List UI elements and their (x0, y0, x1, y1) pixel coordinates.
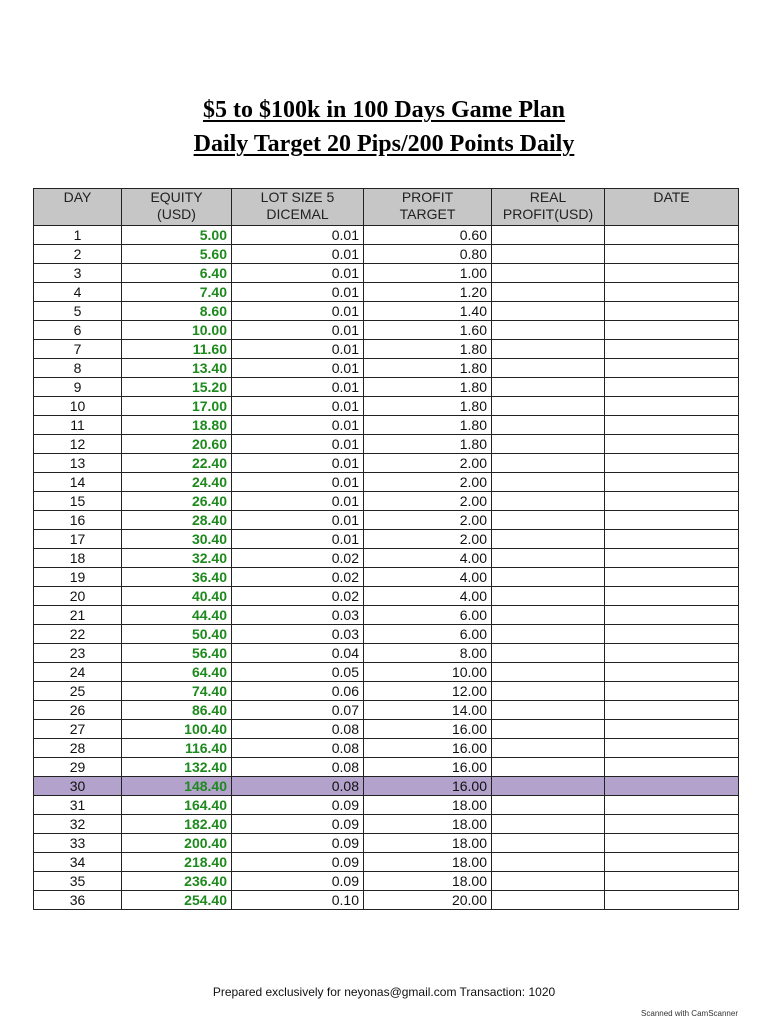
table-row (34, 454, 739, 473)
cell-day: 18 (34, 549, 122, 568)
cell-lot-size: 0.01 (232, 416, 364, 435)
cell-real-profit (492, 511, 605, 530)
cell-real-profit (492, 853, 605, 872)
col-header-equity-line2: (USD) (157, 206, 196, 222)
table-row (34, 834, 739, 853)
table-row (34, 758, 739, 777)
cell-equity: 10.00 (122, 321, 232, 340)
cell-date (605, 511, 739, 530)
cell-day: 11 (34, 416, 122, 435)
table-row (34, 226, 739, 245)
cell-profit-target: 1.20 (364, 283, 492, 302)
cell-date (605, 378, 739, 397)
table-row (34, 644, 739, 663)
cell-equity: 116.40 (122, 739, 232, 758)
col-header-profit-line2: TARGET (399, 206, 456, 222)
cell-date (605, 416, 739, 435)
cell-real-profit (492, 454, 605, 473)
cell-profit-target: 16.00 (364, 739, 492, 758)
cell-lot-size: 0.03 (232, 625, 364, 644)
cell-profit-target: 6.00 (364, 625, 492, 644)
cell-date (605, 872, 739, 891)
cell-lot-size: 0.01 (232, 454, 364, 473)
cell-date (605, 701, 739, 720)
col-header-lot-line1: LOT SIZE 5 (260, 189, 335, 205)
cell-lot-size: 0.04 (232, 644, 364, 663)
cell-day: 24 (34, 663, 122, 682)
cell-day: 1 (34, 226, 122, 245)
cell-profit-target: 18.00 (364, 872, 492, 891)
cell-day: 13 (34, 454, 122, 473)
cell-date (605, 682, 739, 701)
cell-lot-size: 0.08 (232, 777, 364, 796)
cell-day: 5 (34, 302, 122, 321)
cell-real-profit (492, 283, 605, 302)
cell-real-profit (492, 549, 605, 568)
cell-equity: 56.40 (122, 644, 232, 663)
cell-date (605, 473, 739, 492)
cell-real-profit (492, 568, 605, 587)
cell-profit-target: 1.00 (364, 264, 492, 283)
cell-date (605, 549, 739, 568)
cell-real-profit (492, 701, 605, 720)
cell-real-profit (492, 625, 605, 644)
cell-lot-size: 0.08 (232, 739, 364, 758)
cell-date (605, 226, 739, 245)
table-row (34, 511, 739, 530)
cell-equity: 11.60 (122, 340, 232, 359)
table-row (34, 302, 739, 321)
table-row (34, 739, 739, 758)
cell-lot-size: 0.01 (232, 435, 364, 454)
cell-equity: 22.40 (122, 454, 232, 473)
cell-equity: 64.40 (122, 663, 232, 682)
cell-lot-size: 0.08 (232, 720, 364, 739)
col-header-date-line1: DATE (653, 189, 690, 205)
cell-lot-size: 0.06 (232, 682, 364, 701)
cell-real-profit (492, 492, 605, 511)
cell-lot-size: 0.01 (232, 283, 364, 302)
cell-equity: 74.40 (122, 682, 232, 701)
cell-lot-size: 0.09 (232, 872, 364, 891)
col-header-real-line2: PROFIT(USD) (502, 206, 594, 222)
cell-day: 3 (34, 264, 122, 283)
cell-equity: 182.40 (122, 815, 232, 834)
col-header-equity-line1: EQUITY (150, 189, 203, 205)
table-row (34, 663, 739, 682)
cell-profit-target: 1.80 (364, 340, 492, 359)
cell-equity: 18.80 (122, 416, 232, 435)
cell-profit-target: 1.80 (364, 397, 492, 416)
cell-profit-target: 10.00 (364, 663, 492, 682)
cell-day: 29 (34, 758, 122, 777)
cell-date (605, 568, 739, 587)
cell-day: 33 (34, 834, 122, 853)
cell-profit-target: 18.00 (364, 796, 492, 815)
cell-day: 19 (34, 568, 122, 587)
cell-lot-size: 0.02 (232, 549, 364, 568)
cell-day: 34 (34, 853, 122, 872)
cell-day: 16 (34, 511, 122, 530)
cell-real-profit (492, 416, 605, 435)
cell-equity: 8.60 (122, 302, 232, 321)
cell-date (605, 663, 739, 682)
cell-equity: 236.40 (122, 872, 232, 891)
cell-date (605, 359, 739, 378)
cell-equity: 164.40 (122, 796, 232, 815)
cell-equity: 7.40 (122, 283, 232, 302)
cell-lot-size: 0.09 (232, 834, 364, 853)
table-row (34, 815, 739, 834)
cell-equity: 100.40 (122, 720, 232, 739)
table-row (34, 587, 739, 606)
cell-lot-size: 0.02 (232, 587, 364, 606)
cell-lot-size: 0.01 (232, 302, 364, 321)
cell-day: 23 (34, 644, 122, 663)
cell-profit-target: 16.00 (364, 720, 492, 739)
cell-profit-target: 2.00 (364, 473, 492, 492)
table-row (34, 549, 739, 568)
table-row (34, 530, 739, 549)
cell-lot-size: 0.01 (232, 397, 364, 416)
cell-profit-target: 1.80 (364, 359, 492, 378)
cell-day: 32 (34, 815, 122, 834)
table-header-row (34, 189, 739, 226)
cell-lot-size: 0.05 (232, 663, 364, 682)
col-header-lot-line2: DICEMAL (266, 206, 329, 222)
cell-date (605, 283, 739, 302)
cell-equity: 32.40 (122, 549, 232, 568)
cell-lot-size: 0.01 (232, 511, 364, 530)
cell-equity: 148.40 (122, 777, 232, 796)
cell-day: 28 (34, 739, 122, 758)
cell-real-profit (492, 359, 605, 378)
cell-day: 4 (34, 283, 122, 302)
cell-profit-target: 18.00 (364, 815, 492, 834)
cell-real-profit (492, 226, 605, 245)
cell-real-profit (492, 644, 605, 663)
cell-date (605, 397, 739, 416)
cell-lot-size: 0.01 (232, 340, 364, 359)
cell-equity: 15.20 (122, 378, 232, 397)
cell-date (605, 777, 739, 796)
cell-equity: 30.40 (122, 530, 232, 549)
table-row (34, 701, 739, 720)
cell-day: 26 (34, 701, 122, 720)
cell-equity: 26.40 (122, 492, 232, 511)
col-header-equity (122, 189, 232, 226)
cell-day: 30 (34, 777, 122, 796)
cell-profit-target: 14.00 (364, 701, 492, 720)
table-row (34, 283, 739, 302)
cell-equity: 218.40 (122, 853, 232, 872)
cell-profit-target: 1.80 (364, 416, 492, 435)
cell-profit-target: 6.00 (364, 606, 492, 625)
table-row (34, 435, 739, 454)
table-body (34, 226, 739, 910)
col-header-profit-line1: PROFIT (401, 189, 454, 205)
cell-real-profit (492, 682, 605, 701)
cell-date (605, 302, 739, 321)
cell-date (605, 340, 739, 359)
cell-profit-target: 20.00 (364, 891, 492, 910)
cell-profit-target: 4.00 (364, 587, 492, 606)
cell-lot-size: 0.03 (232, 606, 364, 625)
table-row (34, 321, 739, 340)
cell-real-profit (492, 891, 605, 910)
table-row (34, 473, 739, 492)
cell-lot-size: 0.01 (232, 321, 364, 340)
cell-date (605, 625, 739, 644)
cell-equity: 40.40 (122, 587, 232, 606)
col-header-profit-target (364, 189, 492, 226)
col-header-day-line1: DAY (63, 189, 92, 205)
table-row (34, 397, 739, 416)
cell-real-profit (492, 815, 605, 834)
cell-day: 31 (34, 796, 122, 815)
cell-real-profit (492, 739, 605, 758)
cell-lot-size: 0.09 (232, 853, 364, 872)
cell-real-profit (492, 321, 605, 340)
cell-profit-target: 18.00 (364, 834, 492, 853)
cell-real-profit (492, 758, 605, 777)
cell-profit-target: 0.60 (364, 226, 492, 245)
cell-profit-target: 2.00 (364, 454, 492, 473)
cell-equity: 50.40 (122, 625, 232, 644)
cell-date (605, 796, 739, 815)
game-plan-table (33, 188, 739, 910)
cell-lot-size: 0.02 (232, 568, 364, 587)
cell-profit-target: 12.00 (364, 682, 492, 701)
table-row (34, 606, 739, 625)
cell-date (605, 644, 739, 663)
scanner-stamp: Scanned with CamScanner (641, 1009, 738, 1018)
cell-real-profit (492, 587, 605, 606)
table-row (34, 682, 739, 701)
cell-lot-size: 0.01 (232, 245, 364, 264)
cell-lot-size: 0.01 (232, 264, 364, 283)
table-row (34, 853, 739, 872)
cell-lot-size: 0.10 (232, 891, 364, 910)
cell-equity: 5.00 (122, 226, 232, 245)
cell-date (605, 492, 739, 511)
cell-day: 6 (34, 321, 122, 340)
cell-profit-target: 2.00 (364, 511, 492, 530)
cell-profit-target: 4.00 (364, 549, 492, 568)
cell-equity: 24.40 (122, 473, 232, 492)
footer-note: Prepared exclusively for neyonas@gmail.com Transaction: 1020 (212, 985, 556, 999)
cell-lot-size: 0.01 (232, 378, 364, 397)
cell-date (605, 815, 739, 834)
cell-lot-size: 0.08 (232, 758, 364, 777)
cell-real-profit (492, 796, 605, 815)
cell-profit-target: 2.00 (364, 530, 492, 549)
table-row (34, 891, 739, 910)
cell-day: 14 (34, 473, 122, 492)
cell-date (605, 321, 739, 340)
cell-lot-size: 0.01 (232, 530, 364, 549)
cell-profit-target: 4.00 (364, 568, 492, 587)
page-subtitle: Daily Target 20 Pips/200 Points Daily (193, 131, 575, 157)
table-row (34, 416, 739, 435)
cell-real-profit (492, 245, 605, 264)
table-row (34, 264, 739, 283)
cell-day: 25 (34, 682, 122, 701)
cell-date (605, 454, 739, 473)
col-header-day (34, 189, 122, 226)
cell-date (605, 834, 739, 853)
table-row (34, 796, 739, 815)
table-row (34, 359, 739, 378)
col-header-real-line1: REAL (529, 189, 567, 205)
cell-real-profit (492, 720, 605, 739)
cell-profit-target: 1.80 (364, 378, 492, 397)
cell-real-profit (492, 663, 605, 682)
cell-real-profit (492, 473, 605, 492)
cell-real-profit (492, 397, 605, 416)
cell-profit-target: 0.80 (364, 245, 492, 264)
cell-profit-target: 16.00 (364, 758, 492, 777)
cell-equity: 200.40 (122, 834, 232, 853)
cell-date (605, 853, 739, 872)
cell-real-profit (492, 378, 605, 397)
table-row (34, 777, 739, 796)
cell-date (605, 245, 739, 264)
cell-equity: 36.40 (122, 568, 232, 587)
col-header-lot-size (232, 189, 364, 226)
cell-equity: 86.40 (122, 701, 232, 720)
cell-lot-size: 0.01 (232, 492, 364, 511)
cell-real-profit (492, 606, 605, 625)
table-row (34, 378, 739, 397)
table-row (34, 720, 739, 739)
cell-day: 20 (34, 587, 122, 606)
cell-profit-target: 18.00 (364, 853, 492, 872)
cell-day: 36 (34, 891, 122, 910)
cell-equity: 6.40 (122, 264, 232, 283)
cell-day: 7 (34, 340, 122, 359)
cell-real-profit (492, 834, 605, 853)
cell-equity: 132.40 (122, 758, 232, 777)
cell-day: 2 (34, 245, 122, 264)
cell-real-profit (492, 530, 605, 549)
cell-date (605, 530, 739, 549)
cell-day: 21 (34, 606, 122, 625)
cell-equity: 44.40 (122, 606, 232, 625)
table-row (34, 872, 739, 891)
cell-real-profit (492, 435, 605, 454)
cell-day: 35 (34, 872, 122, 891)
cell-date (605, 739, 739, 758)
cell-equity: 17.00 (122, 397, 232, 416)
cell-date (605, 435, 739, 454)
cell-day: 12 (34, 435, 122, 454)
cell-day: 10 (34, 397, 122, 416)
cell-lot-size: 0.01 (232, 473, 364, 492)
col-header-real-profit (492, 189, 605, 226)
cell-equity: 254.40 (122, 891, 232, 910)
cell-day: 8 (34, 359, 122, 378)
cell-profit-target: 1.40 (364, 302, 492, 321)
col-header-date (605, 189, 739, 226)
cell-date (605, 758, 739, 777)
cell-equity: 13.40 (122, 359, 232, 378)
cell-equity: 20.60 (122, 435, 232, 454)
cell-equity: 28.40 (122, 511, 232, 530)
cell-profit-target: 16.00 (364, 777, 492, 796)
cell-day: 9 (34, 378, 122, 397)
cell-date (605, 587, 739, 606)
cell-lot-size: 0.07 (232, 701, 364, 720)
cell-day: 17 (34, 530, 122, 549)
cell-real-profit (492, 777, 605, 796)
cell-real-profit (492, 872, 605, 891)
cell-day: 15 (34, 492, 122, 511)
cell-lot-size: 0.09 (232, 796, 364, 815)
table-row (34, 625, 739, 644)
table-row (34, 245, 739, 264)
cell-date (605, 720, 739, 739)
cell-date (605, 891, 739, 910)
cell-date (605, 264, 739, 283)
cell-lot-size: 0.01 (232, 359, 364, 378)
page-title: $5 to $100k in 100 Days Game Plan (202, 97, 565, 123)
table-row (34, 340, 739, 359)
cell-lot-size: 0.09 (232, 815, 364, 834)
cell-profit-target: 1.80 (364, 435, 492, 454)
cell-date (605, 606, 739, 625)
table-row (34, 568, 739, 587)
cell-profit-target: 1.60 (364, 321, 492, 340)
cell-real-profit (492, 340, 605, 359)
cell-day: 27 (34, 720, 122, 739)
cell-profit-target: 8.00 (364, 644, 492, 663)
cell-real-profit (492, 302, 605, 321)
cell-day: 22 (34, 625, 122, 644)
cell-real-profit (492, 264, 605, 283)
table-row (34, 492, 739, 511)
cell-profit-target: 2.00 (364, 492, 492, 511)
cell-lot-size: 0.01 (232, 226, 364, 245)
cell-equity: 5.60 (122, 245, 232, 264)
